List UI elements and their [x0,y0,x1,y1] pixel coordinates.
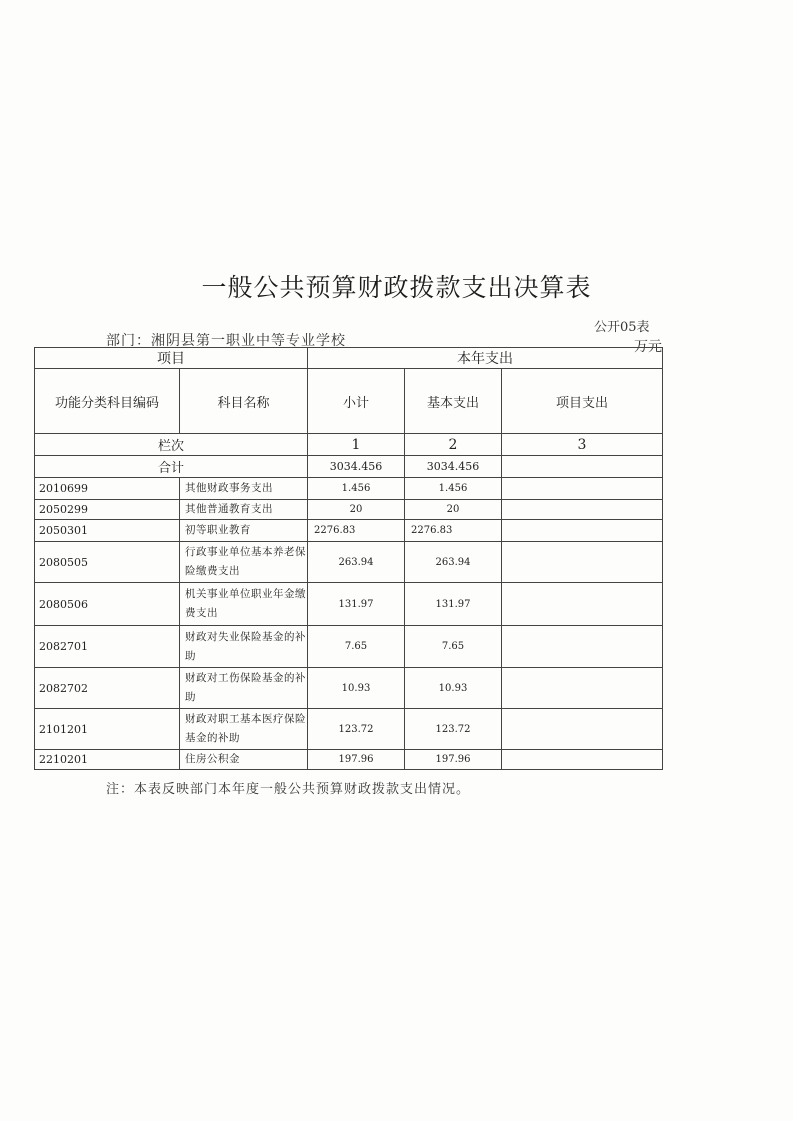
row-project [502,750,663,770]
header-code: 功能分类科目编码 [35,369,180,434]
row-name: 财政对工伤保险基金的补助 [180,668,308,709]
header-subtotal: 小计 [308,369,405,434]
row-code: 2010699 [35,478,180,500]
row-subtotal: 197.96 [308,750,405,770]
total-project [502,456,663,478]
column-number-3: 3 [502,434,663,456]
header-basic: 基本支出 [405,369,502,434]
row-subtotal: 7.65 [308,626,405,668]
row-basic: 20 [405,500,502,520]
row-subtotal: 263.94 [308,542,405,583]
row-code: 2101201 [35,709,180,750]
department-label: 部门：湘阴县第一职业中等专业学校 [106,333,346,349]
row-subtotal: 123.72 [308,709,405,750]
table-row [35,583,663,626]
row-name: 机关事业单位职业年金缴费支出 [180,583,308,626]
row-basic: 7.65 [405,626,502,668]
unit-label: 万元 [634,339,662,355]
table-row [35,709,663,750]
row-code: 2050301 [35,520,180,542]
row-project [502,668,663,709]
row-name: 住房公积金 [180,750,308,770]
table-row [35,500,663,520]
table-row [35,478,663,500]
row-code: 2050299 [35,500,180,520]
total-label: 合计 [35,456,308,478]
row-code: 2082701 [35,626,180,668]
row-project [502,583,663,626]
footnote: 注：本表反映部门本年度一般公共预算财政拨款支出情况。 [106,782,471,797]
page-title: 一般公共预算财政拨款支出决算表 [201,273,592,302]
row-name: 财政对失业保险基金的补助 [180,626,308,668]
header-name: 科目名称 [180,369,308,434]
row-project [502,709,663,750]
row-project [502,500,663,520]
row-code: 2082702 [35,668,180,709]
column-index-label: 栏次 [35,434,308,456]
column-number-2: 2 [405,434,502,456]
row-basic: 123.72 [405,709,502,750]
column-number-1: 1 [308,434,405,456]
row-subtotal: 10.93 [308,668,405,709]
row-basic: 1.456 [405,478,502,500]
header-project-expenditure: 项目支出 [502,369,663,434]
row-subtotal: 1.456 [308,478,405,500]
row-code: 2210201 [35,750,180,770]
row-project [502,542,663,583]
row-name: 财政对职工基本医疗保险基金的补助 [180,709,308,750]
row-subtotal: 131.97 [308,583,405,626]
row-code: 2080505 [35,542,180,583]
row-project [502,520,663,542]
table-row [35,520,663,542]
header-project: 项目 [35,348,308,369]
row-project [502,478,663,500]
row-name: 其他普通教育支出 [180,500,308,520]
row-project [502,626,663,668]
row-basic: 263.94 [405,542,502,583]
row-code: 2080506 [35,583,180,626]
table-row [35,750,663,770]
row-basic: 131.97 [405,583,502,626]
total-basic: 3034.456 [405,456,502,478]
row-subtotal: 2276.83 [308,520,405,542]
row-subtotal: 20 [308,500,405,520]
form-number: 公开05表 [594,320,650,335]
header-current-year: 本年支出 [308,348,663,369]
row-name: 其他财政事务支出 [180,478,308,500]
table-row [35,626,663,668]
total-subtotal: 3034.456 [308,456,405,478]
row-basic: 197.96 [405,750,502,770]
table-row [35,668,663,709]
table-row [35,542,663,583]
row-basic: 2276.83 [405,520,502,542]
row-name: 行政事业单位基本养老保险缴费支出 [180,542,308,583]
row-basic: 10.93 [405,668,502,709]
expenditure-table [34,347,663,770]
row-name: 初等职业教育 [180,520,308,542]
